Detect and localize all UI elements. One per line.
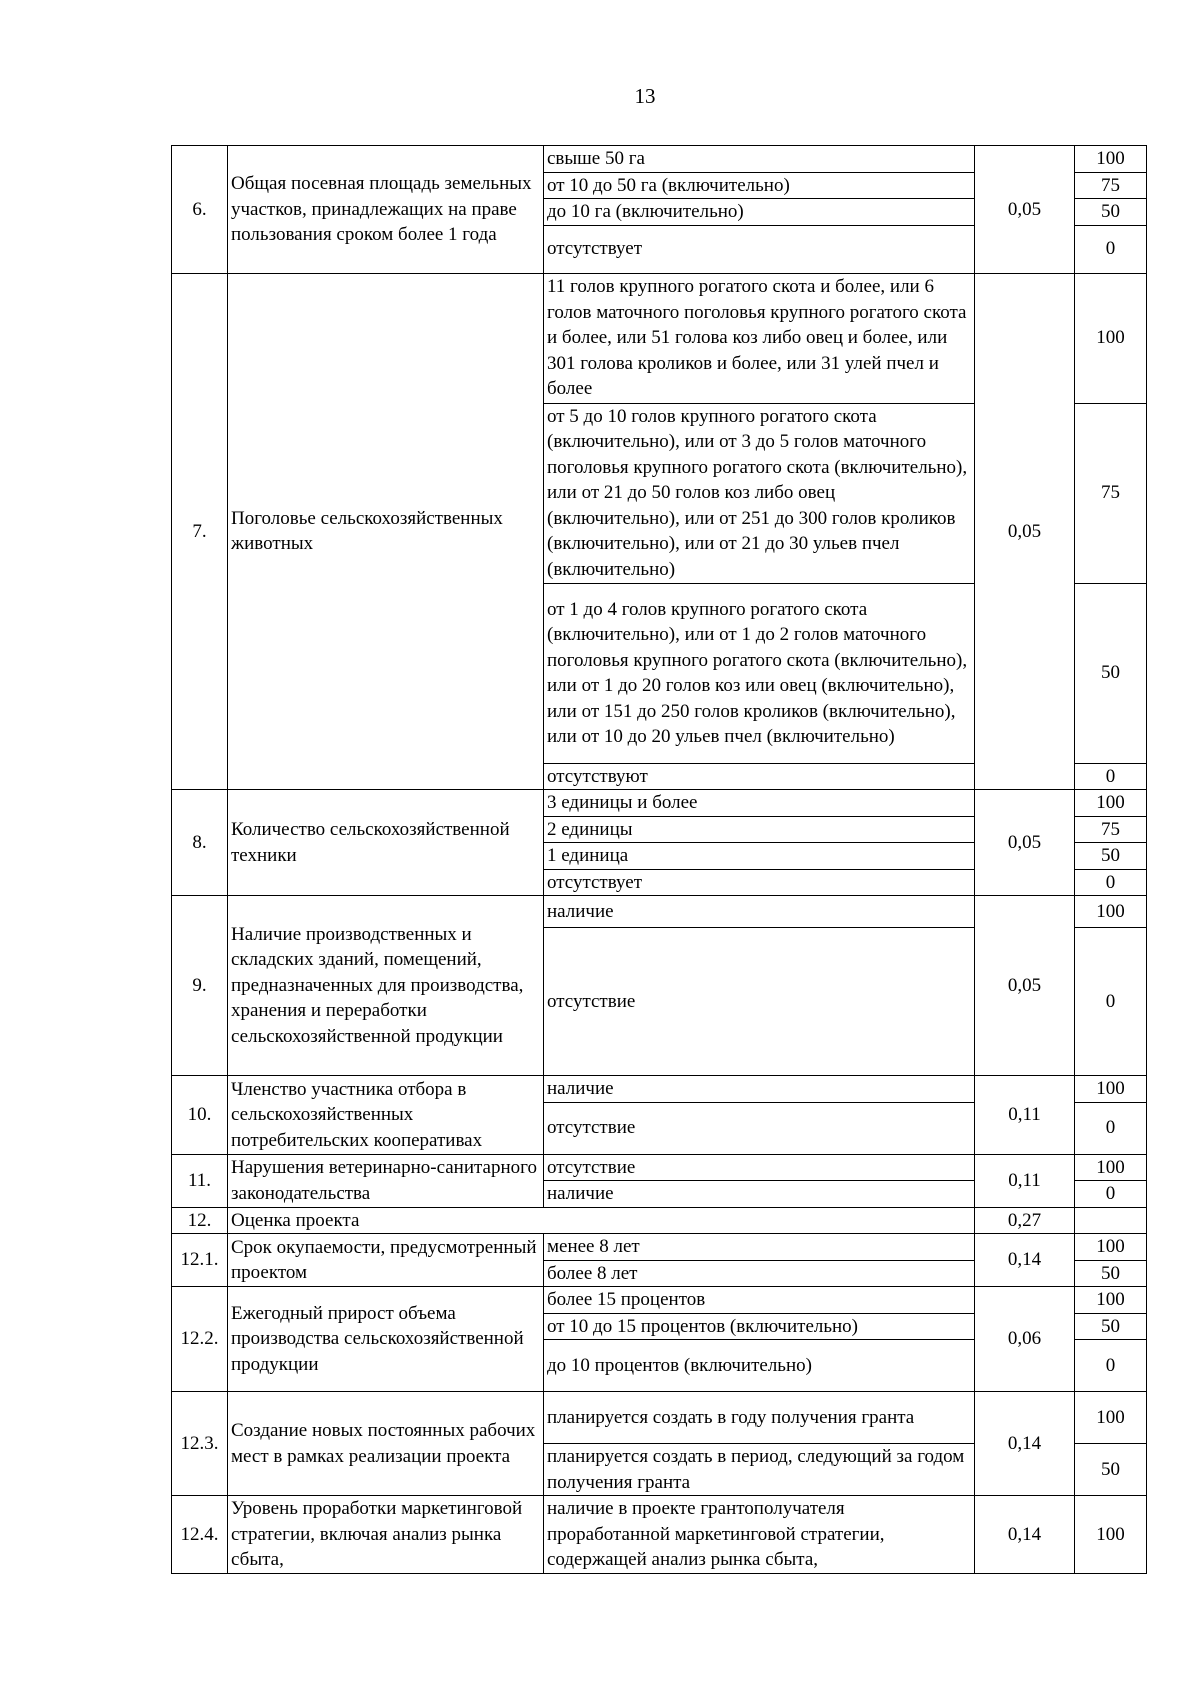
points-value: 0 — [1075, 225, 1147, 273]
points-value: 0 — [1075, 869, 1147, 896]
table-row — [172, 273, 1147, 403]
option-value: до 10 процентов (включительно) — [544, 1340, 975, 1392]
option-value: отсутствие — [544, 1154, 975, 1181]
criterion-text: Поголовье сельскохозяйственных животных — [228, 273, 544, 790]
criterion-text: Срок окупаемости, предусмотренный проектом — [228, 1234, 544, 1287]
option-value: отсутствие — [544, 928, 975, 1076]
table-row — [172, 1392, 1147, 1444]
weight-value: 0,14 — [975, 1392, 1075, 1496]
points-value: 0 — [1075, 928, 1147, 1076]
weight-value: 0,05 — [975, 896, 1075, 1076]
row-number: 12.1. — [172, 1234, 228, 1287]
option-value: 1 единица — [544, 843, 975, 870]
points-value: 100 — [1075, 1287, 1147, 1314]
table-row — [172, 1287, 1147, 1314]
row-number: 10. — [172, 1076, 228, 1155]
option-value: 3 единицы и более — [544, 790, 975, 817]
weight-value: 0,14 — [975, 1496, 1075, 1574]
weight-value: 0,14 — [975, 1234, 1075, 1287]
points-value: 75 — [1075, 172, 1147, 199]
weight-value: 0,05 — [975, 790, 1075, 896]
points-value: 75 — [1075, 816, 1147, 843]
row-number: 11. — [172, 1154, 228, 1207]
points-value: 100 — [1075, 790, 1147, 817]
table-row — [172, 790, 1147, 817]
option-value: наличие — [544, 1181, 975, 1208]
weight-value: 0,05 — [975, 273, 1075, 790]
option-value: 11 голов крупного рогатого скота и более, или 6 голов маточного поголовья крупного рогатого скота и более, или 51 голова коз либо овец и более, или 301 голова кроликов и более, или 31 улей пчел и более — [544, 273, 975, 403]
points-value: 100 — [1075, 273, 1147, 403]
criteria-table — [171, 145, 1147, 1574]
points-value: 50 — [1075, 199, 1147, 226]
criterion-text: Нарушения ветеринарно-санитарного законодательства — [228, 1154, 544, 1207]
row-number: 7. — [172, 273, 228, 790]
points-value: 0 — [1075, 1102, 1147, 1154]
option-value: от 10 до 15 процентов (включительно) — [544, 1313, 975, 1340]
option-value: от 5 до 10 голов крупного рогатого скота (включительно), или от 3 до 5 голов маточного поголовья крупного рогатого скота (включительно), или от 21 до 50 голов коз либо овец (включительно), или от 251 до 300 голов кроликов (включительно), или от 21 до 30 ульев пчел (включительно) — [544, 403, 975, 583]
criterion-text: Количество сельскохозяйственной техники — [228, 790, 544, 896]
table-row — [172, 1496, 1147, 1574]
weight-value: 0,06 — [975, 1287, 1075, 1392]
points-value: 100 — [1075, 1496, 1147, 1574]
row-number: 12.3. — [172, 1392, 228, 1496]
option-value: свыше 50 га — [544, 146, 975, 173]
option-value: наличие — [544, 896, 975, 928]
option-value: наличие в проекте грантополучателя проработанной маркетинговой стратегии, содержащей анализ рынка сбыта, — [544, 1496, 975, 1574]
points-value: 100 — [1075, 896, 1147, 928]
weight-value: 0,11 — [975, 1154, 1075, 1207]
criterion-text: Членство участника отбора в сельскохозяйственных потребительских кооперативах — [228, 1076, 544, 1155]
points-value: 50 — [1075, 843, 1147, 870]
table-row — [172, 1207, 1147, 1234]
points-value: 0 — [1075, 763, 1147, 790]
page-number: 13 — [634, 84, 656, 108]
row-number: 12.2. — [172, 1287, 228, 1392]
option-value: 2 единицы — [544, 816, 975, 843]
table-row — [172, 1154, 1147, 1181]
option-value: планируется создать в период, следующий за годом получения гранта — [544, 1444, 975, 1496]
points-value: 100 — [1075, 146, 1147, 173]
points-value: 75 — [1075, 403, 1147, 583]
option-value: отсутствуют — [544, 763, 975, 790]
table-row — [172, 146, 1147, 173]
option-value: от 1 до 4 голов крупного рогатого скота (включительно), или от 1 до 2 голов маточного поголовья крупного рогатого скота (включительно), или от 1 до 20 голов коз или овец (включительно), или от 151 до 250 голов кроликов (включительно), или от 10 до 20 ульев пчел (включительно) — [544, 583, 975, 763]
option-value: наличие — [544, 1076, 975, 1103]
table-row — [172, 1076, 1147, 1103]
row-number: 9. — [172, 896, 228, 1076]
points-value: 100 — [1075, 1234, 1147, 1261]
option-value: менее 8 лет — [544, 1234, 975, 1261]
weight-value: 0,27 — [975, 1207, 1075, 1234]
criterion-text: Наличие производственных и складских зданий, помещений, предназначенных для производства, хранения и переработки сельскохозяйственной продукции — [228, 896, 544, 1076]
criterion-text: Общая посевная площадь земельных участков, принадлежащих на праве пользования сроком более 1 года — [228, 146, 544, 274]
criterion-text: Создание новых постоянных рабочих мест в рамках реализации проекта — [228, 1392, 544, 1496]
points-value: 50 — [1075, 1313, 1147, 1340]
option-value: от 10 до 50 га (включительно) — [544, 172, 975, 199]
option-value: планируется создать в году получения гранта — [544, 1392, 975, 1444]
criterion-text: Уровень проработки маркетинговой стратегии, включая анализ рынка сбыта, — [228, 1496, 544, 1574]
points-value — [1075, 1207, 1147, 1234]
criterion-text: Оценка проекта — [228, 1207, 975, 1234]
row-number: 6. — [172, 146, 228, 274]
option-value: отсутствует — [544, 869, 975, 896]
row-number: 8. — [172, 790, 228, 896]
points-value: 0 — [1075, 1340, 1147, 1392]
points-value: 50 — [1075, 1444, 1147, 1496]
points-value: 100 — [1075, 1392, 1147, 1444]
points-value: 0 — [1075, 1181, 1147, 1208]
criterion-text: Ежегодный прирост объема производства сельскохозяйственной продукции — [228, 1287, 544, 1392]
option-value: до 10 га (включительно) — [544, 199, 975, 226]
weight-value: 0,05 — [975, 146, 1075, 274]
table-row — [172, 896, 1147, 928]
table-row — [172, 1234, 1147, 1261]
option-value: более 8 лет — [544, 1260, 975, 1287]
option-value: отсутствует — [544, 225, 975, 273]
weight-value: 0,11 — [975, 1076, 1075, 1155]
points-value: 50 — [1075, 583, 1147, 763]
points-value: 100 — [1075, 1154, 1147, 1181]
points-value: 100 — [1075, 1076, 1147, 1103]
row-number: 12. — [172, 1207, 228, 1234]
row-number: 12.4. — [172, 1496, 228, 1574]
points-value: 50 — [1075, 1260, 1147, 1287]
option-value: более 15 процентов — [544, 1287, 975, 1314]
option-value: отсутствие — [544, 1102, 975, 1154]
